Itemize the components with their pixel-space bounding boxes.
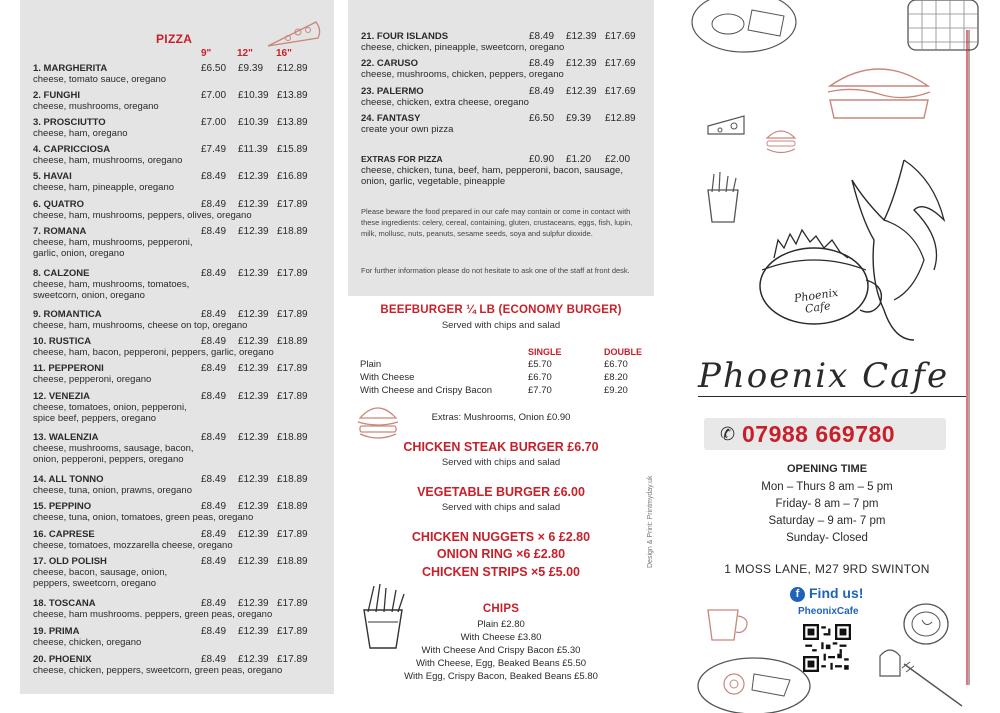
price-16: £17.69	[605, 86, 636, 97]
item-name: 12. VENEZIA	[33, 391, 91, 402]
item-desc: cheese, mushrooms, sausage, bacon, onion, pepperoni, peppers, oregano	[33, 443, 194, 465]
price-9: £8.49	[201, 336, 227, 347]
price-9: £8.49	[201, 626, 227, 637]
chicken-steak-subtitle: Served with chips and salad	[441, 457, 561, 468]
burger-label: With Cheese and Crispy Bacon	[360, 385, 493, 396]
single-price: £5.70	[528, 359, 552, 370]
item-name: 8. CALZONE	[33, 268, 90, 279]
hours-line: Sunday- Closed	[786, 532, 868, 544]
burger-extras	[348, 412, 654, 423]
double-price: £9.20	[604, 385, 628, 396]
price-16: £13.89	[277, 117, 308, 128]
item-name: 23. PALERMO	[361, 86, 424, 97]
price-16: £17.89	[277, 626, 308, 637]
breakfast-plate-icon	[688, 0, 800, 60]
item-desc: cheese, tomatoes, mozzarella cheese, oregano	[33, 540, 233, 551]
price-16: £17.69	[605, 31, 636, 42]
pizza-item	[33, 598, 329, 620]
item-name: 16. CAPRESE	[33, 529, 95, 540]
chips-line: With Cheese £3.80	[460, 632, 542, 643]
price-12: £12.39	[238, 556, 269, 567]
price-16: £2.00	[605, 154, 631, 165]
price-12: £10.39	[238, 117, 269, 128]
phoenix-logo-icon	[744, 140, 964, 350]
item-name: 2. FUNGHI	[33, 90, 80, 101]
price-16: £13.89	[277, 90, 308, 101]
pizza-item	[33, 90, 329, 112]
item-desc: cheese, ham, mushrooms, cheese on top, oregano	[33, 320, 248, 331]
price-9: £8.49	[529, 58, 555, 69]
price-12: £12.39	[238, 654, 269, 665]
price-16: £15.89	[277, 144, 308, 155]
item-desc: cheese, mushrooms, chicken, peppers, oregano	[361, 69, 564, 80]
onion-ring: ONION RING ×6 £2.80	[436, 547, 566, 561]
item-name: 10. RUSTICA	[33, 336, 92, 347]
item-name: 15. PEPPINO	[33, 501, 92, 512]
item-name: 20. PHOENIX	[33, 654, 92, 665]
price-12: £10.39	[238, 90, 269, 101]
price-12: £12.39	[238, 268, 269, 279]
burger-label: With Cheese	[360, 372, 415, 383]
pizza-item	[361, 86, 645, 108]
pizza-item	[33, 336, 329, 358]
facebook-find-us[interactable]	[790, 585, 863, 602]
item-name: 22. CARUSO	[361, 58, 419, 69]
price-16: £12.89	[277, 63, 308, 74]
beefburger-subtitle: Served with chips and salad	[441, 320, 561, 331]
breakfast-dish-icon	[694, 636, 814, 713]
item-desc: cheese, chicken, extra cheese, oregano	[361, 97, 529, 108]
price-9: £8.49	[529, 86, 555, 97]
extras-label: Extras:	[431, 412, 462, 423]
price-12: £12.39	[238, 626, 269, 637]
pizza-item	[33, 363, 329, 385]
price-12: £12.39	[566, 58, 597, 69]
facebook-icon: f	[790, 587, 805, 602]
price-12: £12.39	[238, 199, 269, 210]
price-9: £8.49	[201, 391, 227, 402]
sandwich-icon	[824, 56, 934, 126]
item-name: 11. PEPPERONI	[33, 363, 104, 374]
price-9: £8.49	[201, 654, 227, 665]
pizza-item	[33, 309, 329, 331]
logo-underline	[698, 396, 966, 397]
hours-line: Mon – Thurs 8 am – 5 pm	[761, 481, 893, 493]
price-12: £12.39	[566, 31, 597, 42]
pizza-item	[361, 58, 645, 80]
pizza-panel	[20, 0, 334, 694]
price-12: £12.39	[238, 171, 269, 182]
more-pizza-panel	[348, 0, 654, 296]
pizza-item	[33, 391, 329, 424]
item-desc: cheese, ham, pineapple, oregano	[33, 182, 175, 193]
price-9: £8.49	[201, 171, 227, 182]
item-desc: cheese, tuna, onion, tomatoes, green peas, oregano	[33, 512, 254, 523]
item-name: 5. HAVAI	[33, 171, 72, 182]
cup-logo-text: Phoenix Cafe	[793, 286, 840, 316]
price-16: £17.69	[605, 58, 636, 69]
size-9-header: 9"	[201, 48, 212, 59]
price-9: £8.49	[201, 226, 227, 237]
chicken-nuggets: CHICKEN NUGGETS × 6 £2.80	[411, 530, 591, 544]
item-name: 13. WALENZIA	[33, 432, 99, 443]
item-desc: cheese, mushrooms, oregano	[33, 101, 159, 112]
item-desc: cheese, tuna, onion, prawns, oregano	[33, 485, 192, 496]
price-9: £8.49	[201, 363, 227, 374]
pizza-item	[361, 31, 645, 53]
chips-line: Plain £2.80	[477, 619, 525, 630]
pizza-slice-icon	[264, 16, 324, 56]
chips-title: CHIPS	[482, 603, 520, 615]
item-name: 18. TOSCANA	[33, 598, 96, 609]
cafe-name-logo: Phoenix Cafe	[698, 356, 950, 396]
cafe-info-panel	[674, 0, 1000, 713]
item-name: 7. ROMANA	[33, 226, 87, 237]
item-desc: cheese, ham, mushrooms, peppers, olives, oregano	[33, 210, 252, 221]
price-9: £7.00	[201, 117, 227, 128]
vegetable-burger: VEGETABLE BURGER £6.00	[417, 485, 585, 499]
waffle-icon	[904, 0, 984, 56]
pizza-item	[361, 113, 645, 135]
item-desc: cheese, pepperoni, oregano	[33, 374, 152, 385]
pizza-item	[33, 144, 329, 166]
price-16: £17.89	[277, 598, 308, 609]
price-16: £17.89	[277, 199, 308, 210]
price-12: £12.39	[566, 86, 597, 97]
item-name: 1. MARGHERITA	[33, 63, 108, 74]
item-desc: cheese, ham, mushrooms, tomatoes, sweetcorn, onion, oregano	[33, 279, 190, 301]
price-16: £16.89	[277, 171, 308, 182]
price-16: £17.89	[277, 309, 308, 320]
pizza-item	[33, 199, 329, 221]
item-name: EXTRAS FOR PIZZA	[361, 154, 443, 164]
double-header: DOUBLE	[604, 347, 642, 357]
pizza-item	[33, 117, 329, 139]
single-header: SINGLE	[528, 347, 562, 357]
pizza-item	[33, 171, 329, 193]
item-desc: cheese, ham, bacon, pepperoni, peppers, garlic, oregano	[33, 347, 274, 358]
price-16: £18.89	[277, 432, 308, 443]
coffee-cup-icon	[902, 600, 954, 648]
allergen-note: Please beware the food prepared in our cafe may contain or come in contact with these ingredients: celery, cereal, containing, gluten, crustaceans, eggs, fish, lupin, milk, mollusc, nuts, peanuts, sesame seeds, soya and sulpfur dioxide.	[361, 207, 633, 238]
price-12: £12.39	[238, 529, 269, 540]
double-price: £8.20	[604, 372, 628, 383]
item-desc: cheese, tomatoes, onion, pepperoni, spice beef, peppers, oregano	[33, 402, 187, 424]
item-desc: cheese, chicken, tuna, beef, ham, pepperoni, bacon, sausage, onion, garlic, vegetable, pineapple	[361, 165, 623, 187]
facebook-handle[interactable]: PheonixCafe	[798, 606, 859, 617]
item-name: 17. OLD POLISH	[33, 556, 107, 567]
chips-line: With Cheese And Crispy Bacon £5.30	[421, 645, 581, 656]
price-9: £8.49	[201, 199, 227, 210]
item-name: 4. CAPRICCIOSA	[33, 144, 111, 155]
price-16: £18.89	[277, 501, 308, 512]
price-9: £8.49	[201, 474, 227, 485]
print-credit: Design & Print: Printmyday.uk	[647, 475, 654, 568]
price-9: £7.49	[201, 144, 227, 155]
item-name: 19. PRIMA	[33, 626, 80, 637]
price-12: £1.20	[566, 154, 592, 165]
item-desc: cheese, chicken, peppers, sweetcorn, green peas, oregano	[33, 665, 283, 676]
item-name: 9. ROMANTICA	[33, 309, 102, 320]
item-desc: cheese, ham, mushrooms, pepperoni, garlic, onion, oregano	[33, 237, 193, 259]
double-price: £6.70	[604, 359, 628, 370]
price-16: £18.89	[277, 226, 308, 237]
pizza-item	[33, 626, 329, 648]
chicken-steak-burger: CHICKEN STEAK BURGER £6.70	[403, 440, 599, 454]
price-12: £12.39	[238, 598, 269, 609]
pizza-title: PIZZA	[156, 32, 193, 46]
size-12-header: 12"	[237, 48, 253, 59]
item-desc: cheese, chicken, oregano	[33, 637, 142, 648]
price-12: £12.39	[238, 309, 269, 320]
pizza-extras	[361, 154, 645, 187]
price-9: £6.50	[201, 63, 227, 74]
price-9: £8.49	[201, 598, 227, 609]
price-12: £12.39	[238, 226, 269, 237]
pizza-item	[33, 556, 329, 589]
price-9: £8.49	[201, 529, 227, 540]
size-16-header: 16"	[276, 48, 292, 59]
price-9: £8.49	[201, 268, 227, 279]
item-name: 6. QUATRO	[33, 199, 85, 210]
item-name: 24. FANTASY	[361, 113, 421, 124]
price-9: £0.90	[529, 154, 555, 165]
price-9: £8.49	[201, 501, 227, 512]
item-desc: cheese, chicken, pineapple, sweetcorn, oregano	[361, 42, 565, 53]
pizza-item	[33, 501, 329, 523]
beefburger-title: BEEFBURGER ¼ LB (ECONOMY BURGER)	[380, 304, 622, 316]
chips-line: With Egg, Crispy Bacon, Beaked Beans £5.80	[404, 671, 598, 682]
fork-icon	[900, 660, 970, 710]
item-desc: cheese, bacon, sausage, onion, peppers, sweetcorn, oregano	[33, 567, 168, 589]
cheese-icon	[706, 104, 748, 138]
price-9: £8.49	[529, 31, 555, 42]
find-us-label: Find us!	[809, 585, 864, 601]
price-12: £12.39	[238, 501, 269, 512]
item-name: 21. FOUR ISLANDS	[361, 31, 449, 42]
pizza-item	[33, 529, 329, 551]
pizza-item	[33, 474, 329, 496]
price-16: £18.89	[277, 336, 308, 347]
price-9: £8.49	[201, 309, 227, 320]
price-12: £12.39	[238, 432, 269, 443]
price-16: £12.89	[605, 113, 636, 124]
price-16: £18.89	[277, 556, 308, 567]
item-desc: cheese, ham mushrooms. peppers, green peas, oregano	[33, 609, 273, 620]
price-12: £12.39	[238, 363, 269, 374]
hours-line: Saturday – 9 am- 7 pm	[768, 515, 886, 527]
price-9: £6.50	[529, 113, 555, 124]
price-9: £8.49	[201, 556, 227, 567]
extras-value: Mushrooms, Onion £0.90	[463, 412, 571, 423]
chicken-strips: CHICKEN STRIPS ×5 £5.00	[421, 565, 581, 579]
pizza-item	[33, 654, 329, 676]
burgers-panel	[348, 300, 654, 700]
price-16: £17.89	[277, 529, 308, 540]
price-12: £12.39	[238, 474, 269, 485]
price-16: £17.89	[277, 391, 308, 402]
price-12: £9.39	[566, 113, 592, 124]
chips-line: With Cheese, Egg, Beaked Beans £5.50	[415, 658, 587, 669]
price-12: £12.39	[238, 391, 269, 402]
pizza-item	[33, 226, 329, 259]
item-desc: cheese, ham, mushrooms, oregano	[33, 155, 183, 166]
phone-icon: ✆	[720, 424, 736, 444]
pizza-item	[33, 432, 329, 465]
fries-small-icon	[702, 170, 744, 226]
opening-time-title: OPENING TIME	[786, 463, 868, 475]
vertical-divider	[966, 30, 970, 685]
item-name: 14. ALL TONNO	[33, 474, 104, 485]
price-12: £12.39	[238, 336, 269, 347]
cafe-address: 1 MOSS LANE, M27 9RD SWINTON	[724, 562, 930, 576]
burger-label: Plain	[360, 359, 382, 370]
single-price: £6.70	[528, 372, 552, 383]
price-16: £17.89	[277, 654, 308, 665]
price-16: £18.89	[277, 474, 308, 485]
price-9: £8.49	[201, 432, 227, 443]
item-name: 3. PROSCIUTTO	[33, 117, 106, 128]
price-12: £11.39	[238, 144, 268, 155]
pizza-item	[33, 63, 329, 85]
price-12: £9.39	[238, 63, 264, 74]
item-desc: cheese, tomato sauce, oregano	[33, 74, 167, 85]
price-9: £7.00	[201, 90, 227, 101]
hours-line: Friday- 8 am – 7 pm	[775, 498, 879, 510]
price-16: £17.89	[277, 268, 308, 279]
item-desc: create your own pizza	[361, 124, 454, 135]
price-16: £17.89	[277, 363, 308, 374]
pizza-item	[33, 268, 329, 301]
phone-number[interactable]: 07988 669780	[742, 421, 896, 447]
single-price: £7.70	[528, 385, 552, 396]
item-desc: cheese, ham, oregano	[33, 128, 128, 139]
info-note: For further information please do not hesitate to ask one of the staff at front desk.	[361, 266, 630, 275]
vegetable-subtitle: Served with chips and salad	[441, 502, 561, 513]
